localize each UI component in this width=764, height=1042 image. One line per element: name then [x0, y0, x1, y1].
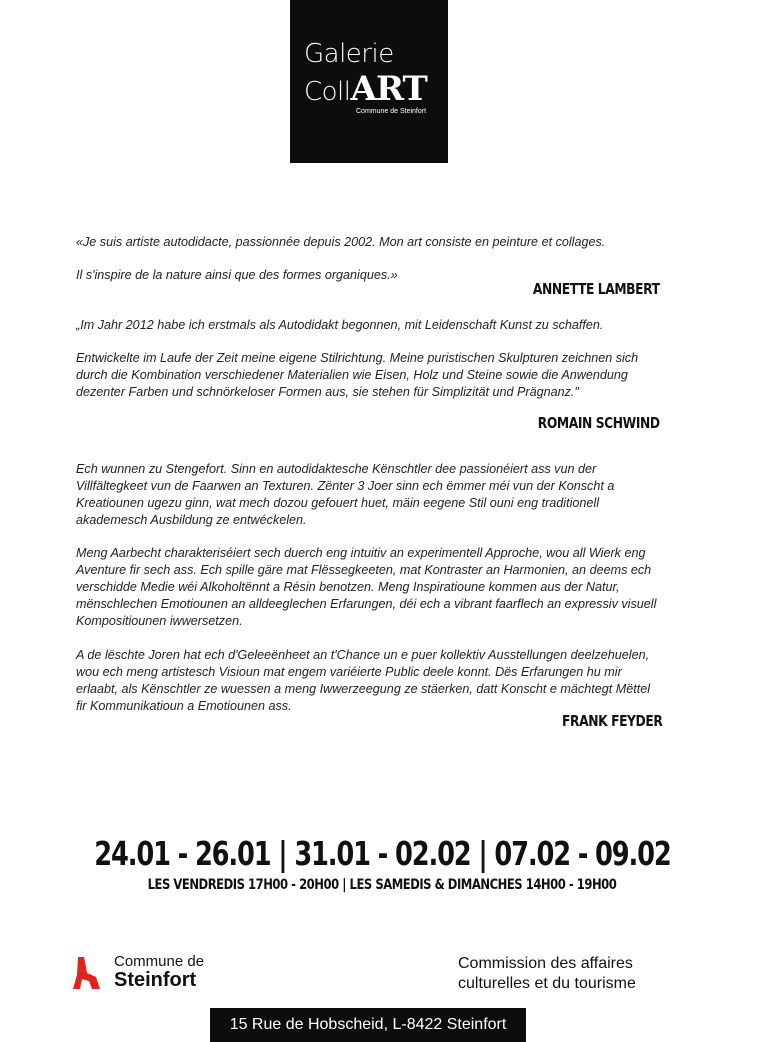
artist-name-frank: FRANK FEYDER — [561, 712, 662, 730]
steinfort-name: Steinfort — [114, 969, 197, 991]
logo-art-text: ART — [350, 69, 427, 109]
quote-frank-paragraph2: Meng Aarbecht charakteriséiert sech duerch eng intuitiv an experimentell Approche, wou all Wierk eng Aventure fir sech ass. Ech spille gäre mat Flëssegkeeten, mat Kontraster an Harmonien, an deems ech verschidde Medie wéi Alkoholtënnt a Résin benotzen. Meng Inspiratioune kommen aus der Natur, mënschlechen Emotiounen an alldeeglechen Erfarungen, déi ech a vibrant faarflech an expressiv visuell Kompositiounen iwwersetzen. — [76, 546, 657, 628]
steinfort-emblem-icon — [72, 955, 102, 991]
logo-commune-text: Commune de Steinfort — [356, 108, 427, 115]
logo-coll-text: Coll — [304, 77, 351, 107]
steinfort-commune-label: Commune de — [114, 953, 205, 970]
steinfort-logo — [72, 953, 232, 993]
quote-romain-line1: „Im Jahr 2012 habe ich erstmals als Autodidakt begonnen, mit Leidenschaft Kunst zu schaffen. — [76, 318, 604, 332]
artist-name-annette: ANNETTE LAMBERT — [533, 280, 660, 298]
quote-frank-paragraph1: Ech wunnen zu Stengefort. Sinn en autodidaktesche Kënschtler dee passionéiert ass vun der Villfältegkeet vun de Faarwen an Texturen. Zënter 3 Joer sinn ech ëmmer méi vun der Konscht a Kreatiounen ugezu ginn, wat mech dozou gefouert huet, mäin eegene Stil ouni eng traditionell akademesch Ausbildung ze entwéckelen. — [76, 462, 615, 527]
exhibition-dates: 24.01 - 26.01 | 31.01 - 02.02 | 07.02 - 09.02 — [93, 834, 671, 873]
quote-romain-paragraph: Entwickelte im Laufe der Zeit meine eigene Stilrichtung. Meine puristischen Skulpturen zeichnen sich durch die Kombination verschiedener Materialien wie Eisen, Holz und Steine sowie die Anwendung dezenter Farben und schnörkeloser Formen aus, sie stehen für Simplizität und Prägnanz." — [76, 351, 639, 399]
artist-name-romain: ROMAIN SCHWIND — [538, 414, 660, 432]
quote-annette-line2: Il s'inspire de la nature ainsi que des formes organiques.» — [76, 268, 398, 282]
quote-frank-paragraph3: A de lëschte Joren hat ech d'Geleeënheet an t'Chance un e puer kollektiv Ausstellungen deelzehuelen, wou ech meng artistesch Visioun mat engem variéierte Public deele konnt. Dës Erfarungen hu mir erlaabt, als Kënschtler ze wuessen a meng Iwwerzeegung ze stäerken, datt Konscht e mächtegt Mëttel fir Kommunikatioun a Emotiounen ass. — [76, 648, 651, 713]
address-bar: 15 Rue de Hobscheid, L-8422 Steinfort — [210, 1008, 526, 1042]
quote-annette-line1: «Je suis artiste autodidacte, passionnée depuis 2002. Mon art consiste en peinture et collages. — [76, 235, 606, 249]
gallery-logo — [290, 0, 448, 163]
commission-line1: Commission des affaires — [458, 955, 633, 972]
commission-line2: culturelles et du tourisme — [458, 975, 636, 992]
commission-text — [458, 954, 636, 994]
logo-galerie-text: Galerie — [304, 39, 394, 69]
opening-hours: LES VENDREDIS 17H00 - 20H00 | LES SAMEDIS & DIMANCHES 14H00 - 19H00 — [147, 877, 617, 893]
